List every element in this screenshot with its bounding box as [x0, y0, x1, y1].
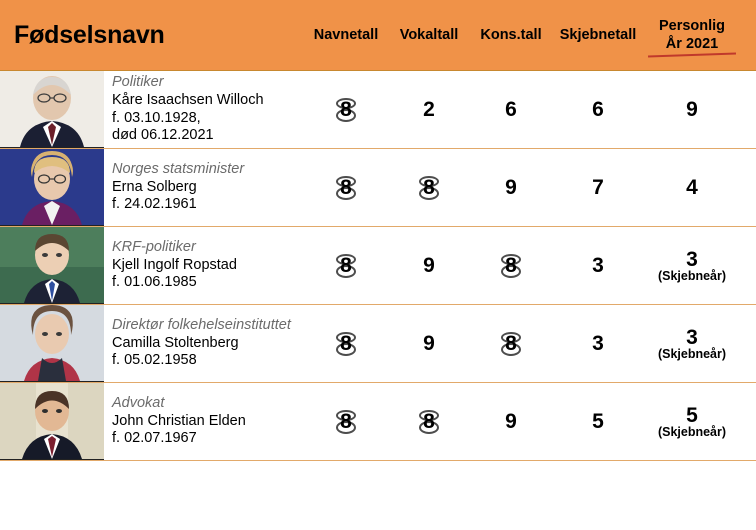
cell-navnetall: [304, 175, 388, 201]
person-birthdate: f. 03.10.1928,: [112, 109, 201, 126]
cell-vokaltall: 2: [423, 97, 435, 121]
cell-skjebnetall: 6: [592, 97, 604, 121]
person-name: Erna Solberg: [112, 178, 197, 195]
ringed-number: 8: [335, 97, 357, 123]
avatar: [0, 71, 104, 148]
cell-konstall: 9: [505, 175, 517, 199]
person-birthdate: f. 05.02.1958: [112, 352, 197, 369]
column-header-personlig-label: Personlig: [658, 17, 726, 34]
avatar: [0, 383, 104, 460]
cell-konstall: 6: [505, 97, 517, 121]
avatar: [0, 227, 104, 304]
cell-personlig: [644, 326, 740, 362]
person-deathdate: død 06.12.2021: [112, 127, 214, 144]
person-role: Norges statsminister: [112, 160, 245, 177]
person-name: Camilla Stoltenberg: [112, 334, 239, 351]
cell-vokaltall: [388, 175, 470, 201]
cell-konstall: [470, 331, 552, 357]
cell-personlig-value: 5: [686, 403, 698, 427]
cell-skjebnetall: 5: [592, 409, 604, 433]
person-role: Politiker: [112, 74, 164, 91]
person-name: John Christian Elden: [112, 412, 246, 429]
table-row: [0, 383, 756, 461]
cell-konstall: [470, 253, 552, 279]
person-info: [104, 71, 304, 148]
table-row: [0, 305, 756, 383]
cell-personlig-value: 4: [686, 176, 698, 200]
column-header-personlig: [644, 17, 740, 53]
number-cells: [304, 149, 756, 226]
table-header: [0, 0, 756, 70]
number-cells: [304, 383, 756, 460]
cell-navnetall: [304, 409, 388, 435]
strikethrough-line: [648, 52, 736, 57]
avatar: [0, 305, 104, 382]
cell-personlig: [644, 248, 740, 284]
cell-navnetall: [304, 97, 388, 123]
cell-konstall: 9: [505, 409, 517, 433]
header-columns: [304, 0, 756, 70]
number-cells: [304, 305, 756, 382]
person-role: Direktør folkehelseinstituttet: [112, 316, 291, 333]
person-birthdate: f. 01.06.1985: [112, 274, 197, 291]
cell-vokaltall: [388, 409, 470, 435]
person-info: [104, 149, 304, 226]
cell-vokaltall: 9: [423, 253, 435, 277]
cell-vokaltall: 9: [423, 331, 435, 355]
ringed-number: 8: [500, 331, 522, 357]
table-row: [0, 71, 756, 149]
column-header-konstall: Kons.tall: [480, 26, 542, 43]
cell-skjebnetall: 3: [592, 253, 604, 277]
table-row: [0, 227, 756, 305]
table-rows: [0, 70, 756, 461]
cell-personlig-note: (Skjebneår): [657, 424, 727, 439]
ringed-number: 8: [335, 175, 357, 201]
page-title: Fødselsnavn: [14, 20, 165, 49]
person-role: Advokat: [112, 394, 165, 411]
ringed-number: 8: [335, 409, 357, 435]
cell-skjebnetall: 3: [592, 331, 604, 355]
ringed-number: 8: [335, 253, 357, 279]
number-cells: [304, 227, 756, 304]
ringed-number: 8: [335, 331, 357, 357]
cell-personlig: [644, 176, 740, 198]
ringed-number: 8: [500, 253, 522, 279]
column-header-skjebnetall: Skjebnetall: [559, 26, 637, 43]
column-header-personlig-sublabel: År 2021: [665, 36, 719, 52]
person-birthdate: f. 24.02.1961: [112, 196, 197, 213]
column-header-navnetall: Navnetall: [313, 26, 379, 43]
cell-navnetall: [304, 253, 388, 279]
cell-navnetall: [304, 331, 388, 357]
ringed-number: 8: [418, 409, 440, 435]
person-info: [104, 305, 304, 382]
cell-personlig-value: 3: [686, 247, 698, 271]
cell-personlig-note: (Skjebneår): [657, 268, 727, 283]
person-role: KRF-politiker: [112, 238, 196, 255]
person-birthdate: f. 02.07.1967: [112, 430, 197, 447]
column-header-vokaltall: Vokaltall: [399, 26, 459, 43]
number-cells: [304, 71, 756, 148]
ringed-number: 8: [418, 175, 440, 201]
person-name: Kjell Ingolf Ropstad: [112, 256, 237, 273]
avatar: [0, 149, 104, 226]
cell-personlig-value: 3: [686, 325, 698, 349]
cell-personlig: [644, 404, 740, 440]
person-name: Kåre Isaachsen Willoch: [112, 91, 264, 108]
cell-personlig-note: (Skjebneår): [657, 346, 727, 361]
person-info: [104, 383, 304, 460]
cell-personlig-value: 9: [686, 98, 698, 122]
cell-skjebnetall: 7: [592, 175, 604, 199]
cell-personlig: [644, 98, 740, 120]
table-row: [0, 149, 756, 227]
person-info: [104, 227, 304, 304]
